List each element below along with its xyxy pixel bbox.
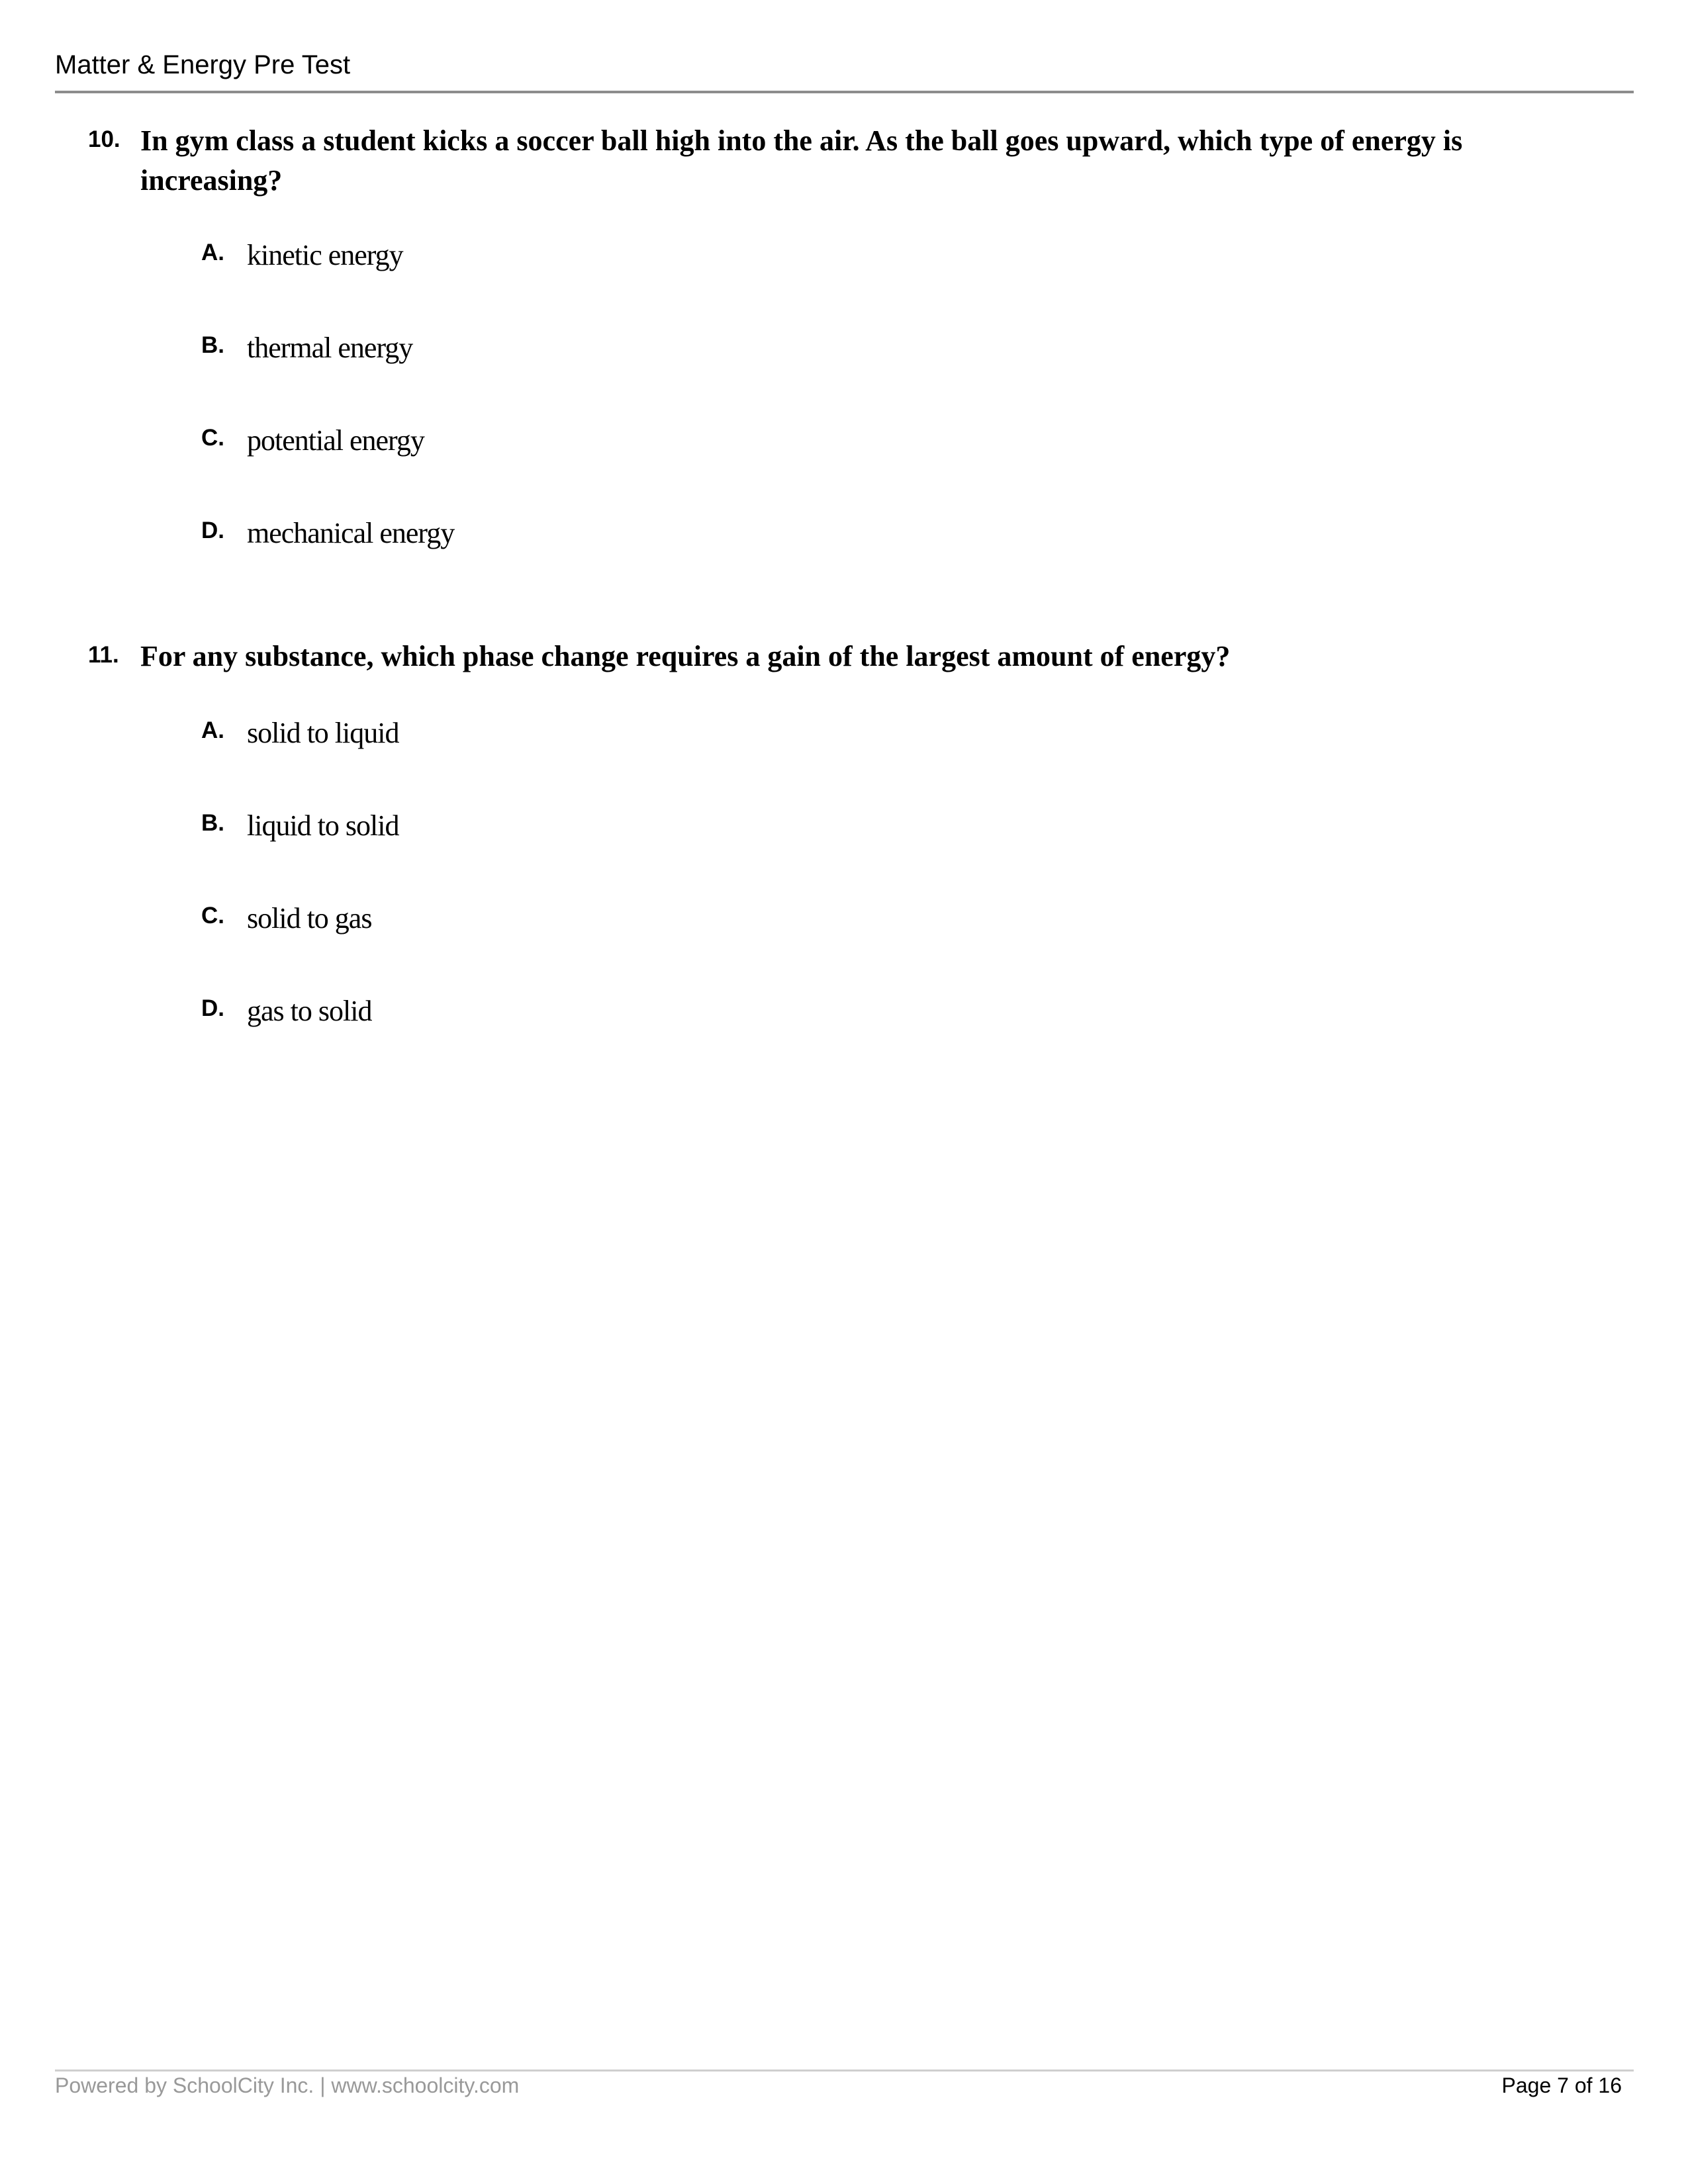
page-number: Page 7 of 16 xyxy=(1501,2073,1622,2097)
choice-letter: B. xyxy=(201,332,224,358)
choice-letter: D. xyxy=(201,518,224,543)
footer-divider xyxy=(55,2070,1634,2071)
answer-choice-d[interactable] xyxy=(0,993,794,1039)
choice-letter: A. xyxy=(201,240,224,265)
question-number: 10. xyxy=(88,126,120,152)
choice-text: gas to solid xyxy=(247,995,372,1027)
question-10 xyxy=(0,121,1688,584)
answer-choice-b[interactable] xyxy=(0,807,794,854)
answer-choice-c[interactable] xyxy=(0,900,794,946)
answer-choice-b[interactable] xyxy=(0,330,794,376)
answer-choice-a[interactable] xyxy=(0,715,794,761)
question-11 xyxy=(0,637,1688,1073)
choice-text: liquid to solid xyxy=(247,809,399,842)
choice-text: thermal energy xyxy=(247,332,413,364)
question-text: For any substance, which phase change requires a gain of the largest amount of energy? xyxy=(140,640,1231,672)
answer-choice-a[interactable] xyxy=(0,237,794,283)
choice-letter: C. xyxy=(201,425,224,451)
choice-text: mechanical energy xyxy=(247,517,455,549)
choice-text: kinetic energy xyxy=(247,239,403,271)
choice-letter: B. xyxy=(201,810,224,836)
question-number: 11. xyxy=(88,642,119,668)
choice-text: solid to liquid xyxy=(247,717,399,749)
footer-powered-by: Powered by SchoolCity Inc. | www.schoolcity.com xyxy=(55,2073,520,2097)
choice-letter: D. xyxy=(201,995,224,1021)
page-title: Matter & Energy Pre Test xyxy=(55,50,351,79)
choice-letter: A. xyxy=(201,717,224,743)
header-divider xyxy=(55,91,1634,93)
answer-choice-d[interactable] xyxy=(0,515,794,561)
question-text: In gym class a student kicks a soccer ball high into the air. As the ball goes upward, which type of energy is increasing? xyxy=(140,124,1463,197)
choice-letter: C. xyxy=(201,903,224,929)
choice-text: solid to gas xyxy=(247,902,372,934)
choice-text: potential energy xyxy=(247,424,424,457)
answer-choice-c[interactable] xyxy=(0,422,794,469)
